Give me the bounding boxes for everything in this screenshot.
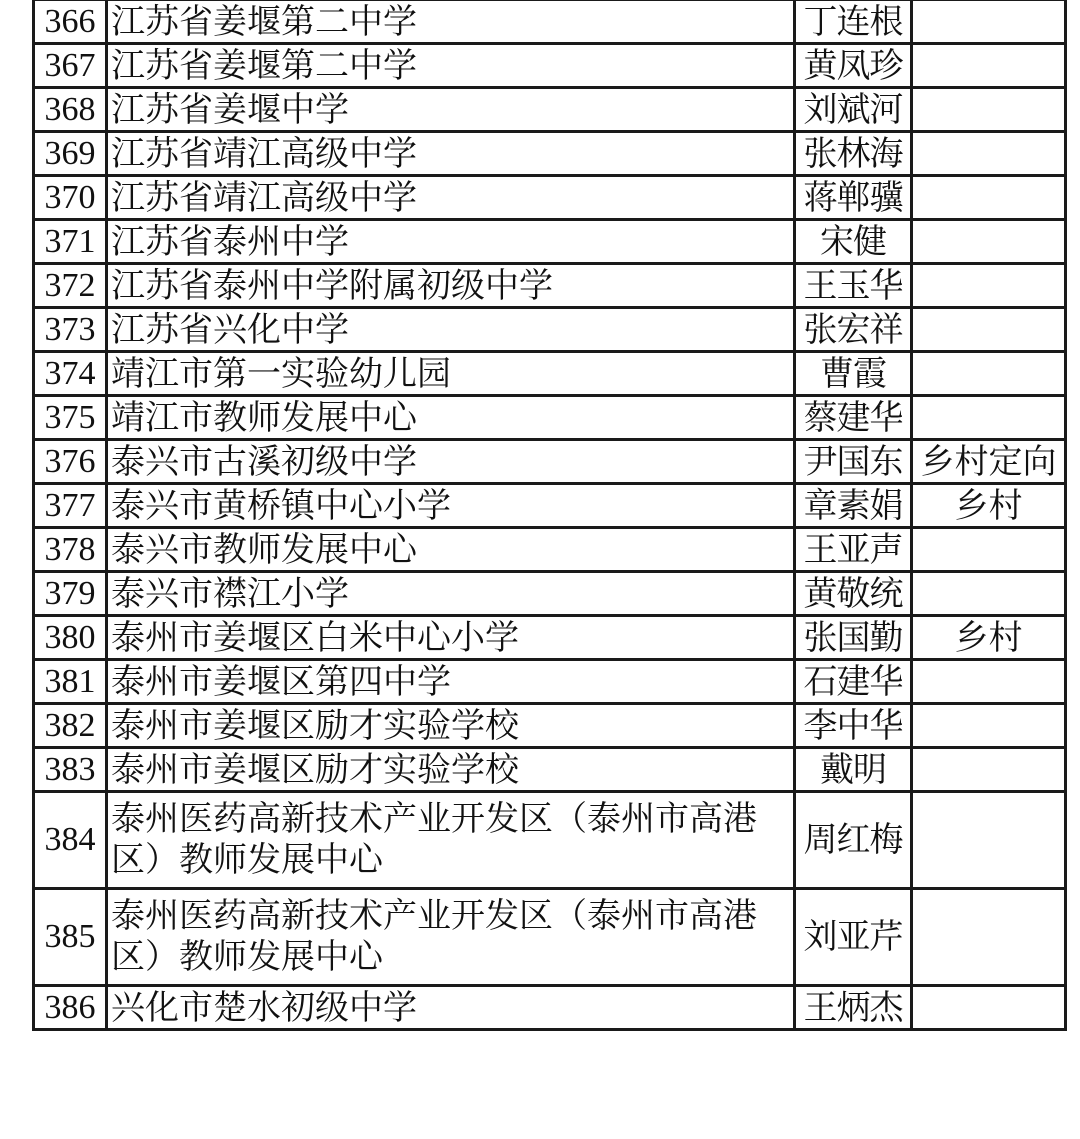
note-cell (912, 176, 1066, 220)
row-number-cell: 371 (34, 220, 107, 264)
row-number-cell: 381 (34, 660, 107, 704)
unit-cell: 泰州医药高新技术产业开发区（泰州市高港区）教师发展中心 (107, 792, 795, 889)
teacher-name-cell: 蒋郸骥 (795, 176, 912, 220)
unit-cell: 江苏省姜堰第二中学 (107, 0, 795, 44)
row-number-cell: 380 (34, 616, 107, 660)
table-row (34, 572, 1066, 616)
unit-cell: 泰兴市教师发展中心 (107, 528, 795, 572)
teacher-name-cell: 戴明 (795, 748, 912, 792)
note-cell (912, 308, 1066, 352)
roster-table-body (34, 0, 1066, 1030)
unit-cell: 江苏省泰州中学 (107, 220, 795, 264)
teacher-name-cell: 张宏祥 (795, 308, 912, 352)
note-cell (912, 352, 1066, 396)
note-cell (912, 660, 1066, 704)
note-cell (912, 0, 1066, 44)
note-cell (912, 396, 1066, 440)
note-cell (912, 704, 1066, 748)
teacher-name-cell: 刘斌河 (795, 88, 912, 132)
row-number-cell: 376 (34, 440, 107, 484)
note-cell: 乡村 (912, 616, 1066, 660)
unit-cell: 泰州医药高新技术产业开发区（泰州市高港区）教师发展中心 (107, 889, 795, 986)
row-number-cell: 385 (34, 889, 107, 986)
note-cell: 乡村定向 (912, 440, 1066, 484)
note-cell (912, 44, 1066, 88)
unit-cell: 江苏省泰州中学附属初级中学 (107, 264, 795, 308)
teacher-name-cell: 石建华 (795, 660, 912, 704)
table-row (34, 986, 1066, 1030)
table-row (34, 396, 1066, 440)
table-row (34, 44, 1066, 88)
table-row (34, 0, 1066, 44)
note-cell (912, 88, 1066, 132)
table-row (34, 889, 1066, 986)
teacher-name-cell: 刘亚芹 (795, 889, 912, 986)
table-row (34, 176, 1066, 220)
row-number-cell: 382 (34, 704, 107, 748)
row-number-cell: 383 (34, 748, 107, 792)
teacher-name-cell: 周红梅 (795, 792, 912, 889)
teacher-name-cell: 宋健 (795, 220, 912, 264)
row-number-cell: 373 (34, 308, 107, 352)
unit-cell: 泰兴市古溪初级中学 (107, 440, 795, 484)
teacher-name-cell: 张林海 (795, 132, 912, 176)
row-number-cell: 377 (34, 484, 107, 528)
row-number-cell: 374 (34, 352, 107, 396)
row-number-cell: 384 (34, 792, 107, 889)
teacher-name-cell: 丁连根 (795, 0, 912, 44)
table-row (34, 660, 1066, 704)
note-cell (912, 528, 1066, 572)
row-number-cell: 386 (34, 986, 107, 1030)
table-row (34, 440, 1066, 484)
unit-cell: 靖江市第一实验幼儿园 (107, 352, 795, 396)
unit-cell: 泰州市姜堰区励才实验学校 (107, 748, 795, 792)
unit-cell: 泰兴市黄桥镇中心小学 (107, 484, 795, 528)
table-row (34, 484, 1066, 528)
row-number-cell: 378 (34, 528, 107, 572)
row-number-cell: 379 (34, 572, 107, 616)
row-number-cell: 375 (34, 396, 107, 440)
note-cell (912, 792, 1066, 889)
teacher-name-cell: 王亚声 (795, 528, 912, 572)
table-row (34, 528, 1066, 572)
table-row (34, 704, 1066, 748)
row-number-cell: 372 (34, 264, 107, 308)
table-row (34, 616, 1066, 660)
note-cell (912, 220, 1066, 264)
unit-cell: 泰州市姜堰区白米中心小学 (107, 616, 795, 660)
note-cell (912, 748, 1066, 792)
note-cell (912, 264, 1066, 308)
teacher-name-cell: 王炳杰 (795, 986, 912, 1030)
note-cell (912, 132, 1066, 176)
teacher-name-cell: 黄敬统 (795, 572, 912, 616)
note-cell (912, 572, 1066, 616)
table-row (34, 88, 1066, 132)
unit-cell: 泰州市姜堰区励才实验学校 (107, 704, 795, 748)
unit-cell: 泰州市姜堰区第四中学 (107, 660, 795, 704)
teacher-name-cell: 张国勤 (795, 616, 912, 660)
table-row (34, 308, 1066, 352)
unit-cell: 江苏省兴化中学 (107, 308, 795, 352)
teacher-name-cell: 尹国东 (795, 440, 912, 484)
row-number-cell: 366 (34, 0, 107, 44)
table-row (34, 792, 1066, 889)
teacher-name-cell: 蔡建华 (795, 396, 912, 440)
unit-cell: 江苏省靖江高级中学 (107, 176, 795, 220)
unit-cell: 江苏省靖江高级中学 (107, 132, 795, 176)
row-number-cell: 369 (34, 132, 107, 176)
teacher-name-cell: 章素娟 (795, 484, 912, 528)
teacher-name-cell: 曹霞 (795, 352, 912, 396)
table-row (34, 132, 1066, 176)
unit-cell: 兴化市楚水初级中学 (107, 986, 795, 1030)
teacher-name-cell: 王玉华 (795, 264, 912, 308)
unit-cell: 江苏省姜堰中学 (107, 88, 795, 132)
table-row (34, 264, 1066, 308)
row-number-cell: 368 (34, 88, 107, 132)
table-row (34, 748, 1066, 792)
row-number-cell: 370 (34, 176, 107, 220)
teacher-name-cell: 李中华 (795, 704, 912, 748)
unit-cell: 江苏省姜堰第二中学 (107, 44, 795, 88)
note-cell: 乡村 (912, 484, 1066, 528)
teacher-name-cell: 黄凤珍 (795, 44, 912, 88)
row-number-cell: 367 (34, 44, 107, 88)
unit-cell: 泰兴市襟江小学 (107, 572, 795, 616)
note-cell (912, 986, 1066, 1030)
table-row (34, 352, 1066, 396)
note-cell (912, 889, 1066, 986)
roster-table (32, 0, 1067, 1031)
unit-cell: 靖江市教师发展中心 (107, 396, 795, 440)
table-row (34, 220, 1066, 264)
